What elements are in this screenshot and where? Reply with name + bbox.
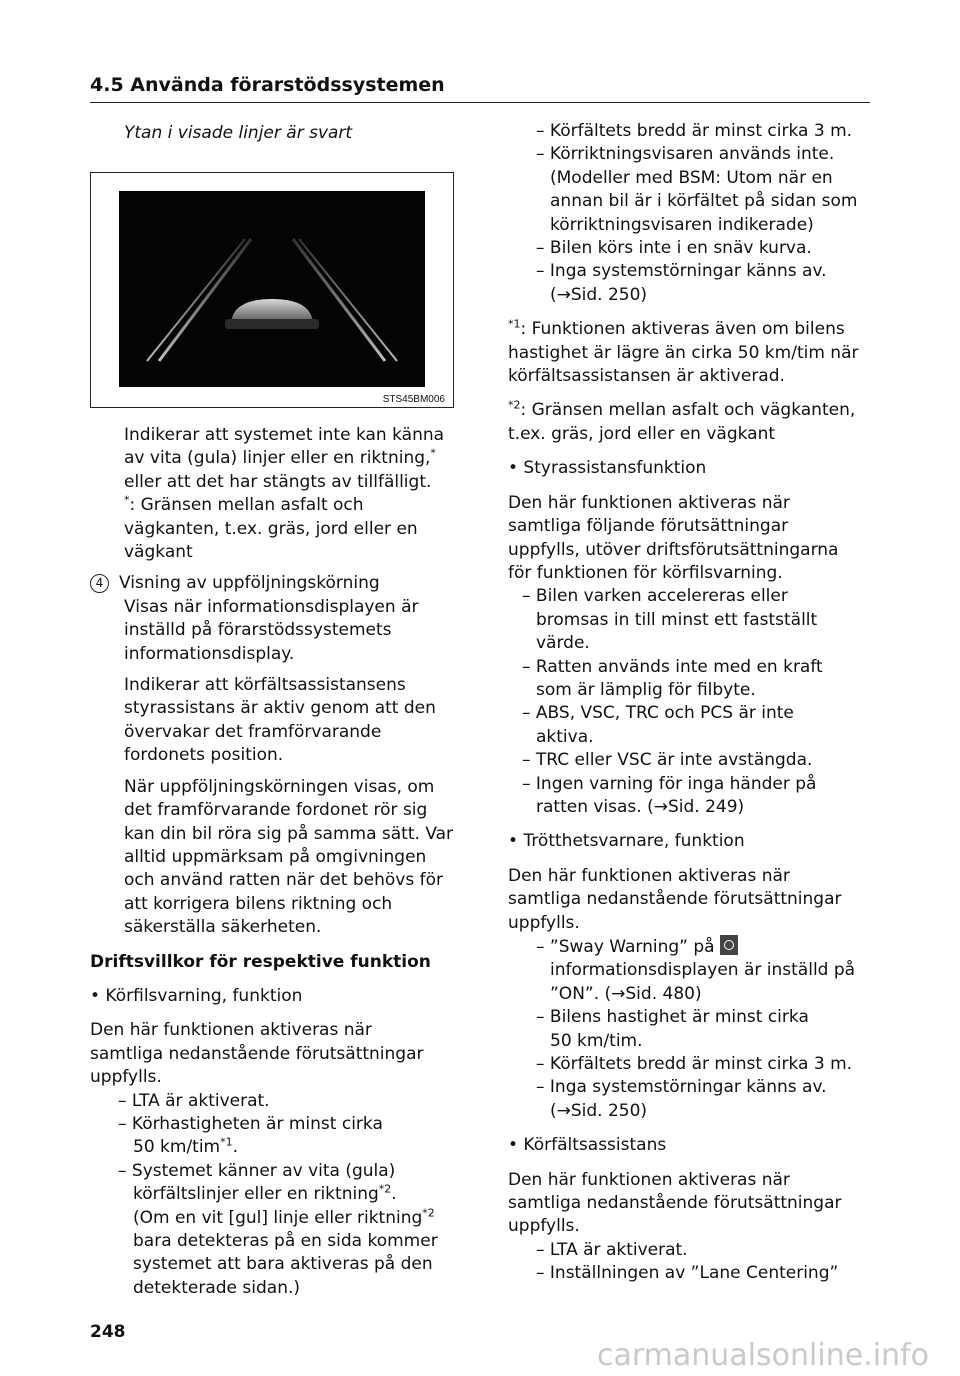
footnote-line: $^{*2}$: Gränsen mellan asfalt och vägkanten, [508,398,856,421]
bullet-heading: • Trötthetsvarnare, funktion [508,831,745,852]
lane-lines-illustration [119,191,425,387]
bullet-heading: • Styrassistansfunktion [508,458,707,479]
lane-display-figure [90,172,454,408]
text-line: Visas när informationsdisplayen är [124,596,419,617]
list-item: som är lämplig för filbyte. [536,679,756,700]
list-item: – Inga systemstörningar känns av. [536,1077,827,1098]
text-line: Den här funktionen aktiveras när [90,1020,372,1041]
list-item: (Modeller med BSM: Utom när en [550,167,833,188]
list-item: systemet att bara aktiveras på den [133,1254,433,1275]
condition-list [508,935,878,1123]
text-line: övervakar det framförvarande [124,721,382,742]
list-item: annan bil är i körfältet på sidan som [550,191,858,212]
text-line: informationsdisplay. [124,643,295,664]
footnote-line: vägkanten, t.ex. gräs, jord eller en [124,518,418,539]
text-line: att korrigera bilens riktning och [124,893,393,914]
item-number-badge: 4 [90,574,109,593]
figure-caption: Ytan i visade linjer är svart [124,123,353,143]
text-line: säkerställa säkerheten. [124,917,322,938]
header-rule [90,102,870,103]
list-item: ”ON”. (→Sid. 480) [550,983,702,1004]
text-line: samtliga nedanstående förutsättningar [90,1043,424,1064]
text-line: alltid uppmärksam på omgivningen [124,846,427,867]
list-item: bromsas in till minst ett fastställt [536,609,818,630]
text-line: samtliga nedanstående förutsättningar [508,889,842,910]
text-line: samtliga följande förutsättningar [508,516,789,537]
list-item: 50 km/tim. [550,1030,643,1051]
list-item: – ”Sway Warning” på [536,935,878,959]
list-item: – Körriktningsvisaren används inte. [536,144,835,165]
list-item: aktiva. [536,726,594,747]
footnote-line: vägkant [124,542,193,563]
list-item: – TRC eller VSC är inte avstängda. [522,750,813,771]
text-line: det framförvarande fordonet rör sig [124,800,428,821]
bullet-heading: • Körfältsassistans [508,1135,667,1156]
page-reference[interactable]: (→Sid. 250) [550,284,648,305]
text-line: inställd på förarstödssystemets [124,620,392,641]
list-item: – Bilen varken accelereras eller [522,586,788,607]
footnote-line: hastighet är lägre än cirka 50 km/tim när [508,342,859,363]
text-line: uppfylls. [90,1067,162,1088]
list-item: – Bilens hastighet är minst cirka [536,1007,809,1028]
text-line: Indikerar att körfältsassistansens [124,675,406,696]
list-item: körriktningsvisaren indikerade) [550,214,814,235]
text-line: styrassistans är aktiv genom att den [124,698,436,719]
list-item: – LTA är aktiverat. [536,1239,688,1260]
left-column [90,424,460,1300]
item-4-title: 4 Visning av uppföljningskörning [90,572,460,595]
list-item: – LTA är aktiverat. [118,1090,270,1111]
condition-list [90,1090,460,1301]
list-item: – Körfältets bredd är minst cirka 3 m. [536,1054,853,1075]
text-line: kan din bil röra sig på samma sätt. Var [124,823,454,844]
footnote-line: körfältsassistansen är aktiverad. [508,366,785,387]
text-line: uppfylls, utöver driftsförutsättningarna [508,539,839,560]
list-item: – Ingen varning för inga händer på [522,773,817,794]
bullet-heading: • Körfilsvarning, funktion [90,985,303,1006]
page-reference[interactable]: (→Sid. 250) [550,1100,648,1121]
footnote-line: $^{*1}$: Funktionen aktiveras även om bilens [508,317,845,340]
list-item: körfältslinjer eller en riktning$^{*2}$. [133,1182,397,1205]
text-line: samtliga nedanstående förutsättningar [508,1193,842,1214]
list-item: – Körhastigheten är minst cirka [118,1113,383,1134]
list-item: (Om en vit [gul] linje eller riktning$^{*2}$ [133,1205,435,1228]
text-line: När uppföljningskörningen visas, om [124,776,435,797]
figure-code: STS45BM006 [382,394,445,405]
list-item: – ABS, VSC, TRC och PCS är inte [522,703,794,724]
list-item: – Inställningen av ”Lane Centering” [536,1263,839,1284]
page-number: 248 [90,1322,126,1342]
text-line: fordonets position. [124,745,284,766]
list-item: – Systemet känner av vita (gula) [118,1160,396,1181]
list-item: bara detekteras på en sida kommer [133,1231,438,1251]
right-column [508,120,878,1286]
text-line: för funktionen för körfilsvarning. [508,562,783,583]
list-item: informationsdisplayen är inställd på [550,960,856,981]
footnote-line: t.ex. gräs, jord eller en vägkant [508,423,776,444]
text-line: Den här funktionen aktiveras när [508,492,790,513]
footnote-line: *: Gränsen mellan asfalt och [124,493,364,516]
text-line: uppfylls. [508,912,580,933]
list-item: ratten visas. (→Sid. 249) [536,796,745,817]
text-line: Den här funktionen aktiveras när [508,1169,790,1190]
condition-list [508,120,878,307]
lane-display-image [119,191,425,387]
section-heading: Driftsvillkor för respektive funktion [90,951,431,972]
list-item: – Inga systemstörningar känns av. [536,261,827,282]
list-item: värde. [536,633,590,654]
text-line: uppfylls. [508,1216,580,1237]
condition-list [508,585,878,819]
text-line: Indikerar att systemet inte kan känna [124,425,445,445]
text-line: Den här funktionen aktiveras när [508,865,790,886]
list-item: 50 km/tim$^{*1}$. [133,1135,239,1158]
condition-list [508,1239,878,1286]
text-line: och använd ratten när det behövs för [124,870,443,891]
list-item: detekterade sidan.) [133,1277,301,1298]
text-line: eller att det har stängts av tillfälligt. [124,471,432,492]
list-item: – Bilen körs inte i en snäv kurva. [536,238,812,259]
list-item: – Ratten används inte med en kraft [522,656,823,677]
watermark: carmanualsonline.info [597,1338,929,1373]
settings-gear-icon [720,935,738,955]
text-line: av vita (gula) linjer eller en riktning,* [124,446,436,469]
section-header: 4.5 Använda förarstödssystemen [90,74,445,96]
list-item: – Körfältets bredd är minst cirka 3 m. [536,121,853,141]
